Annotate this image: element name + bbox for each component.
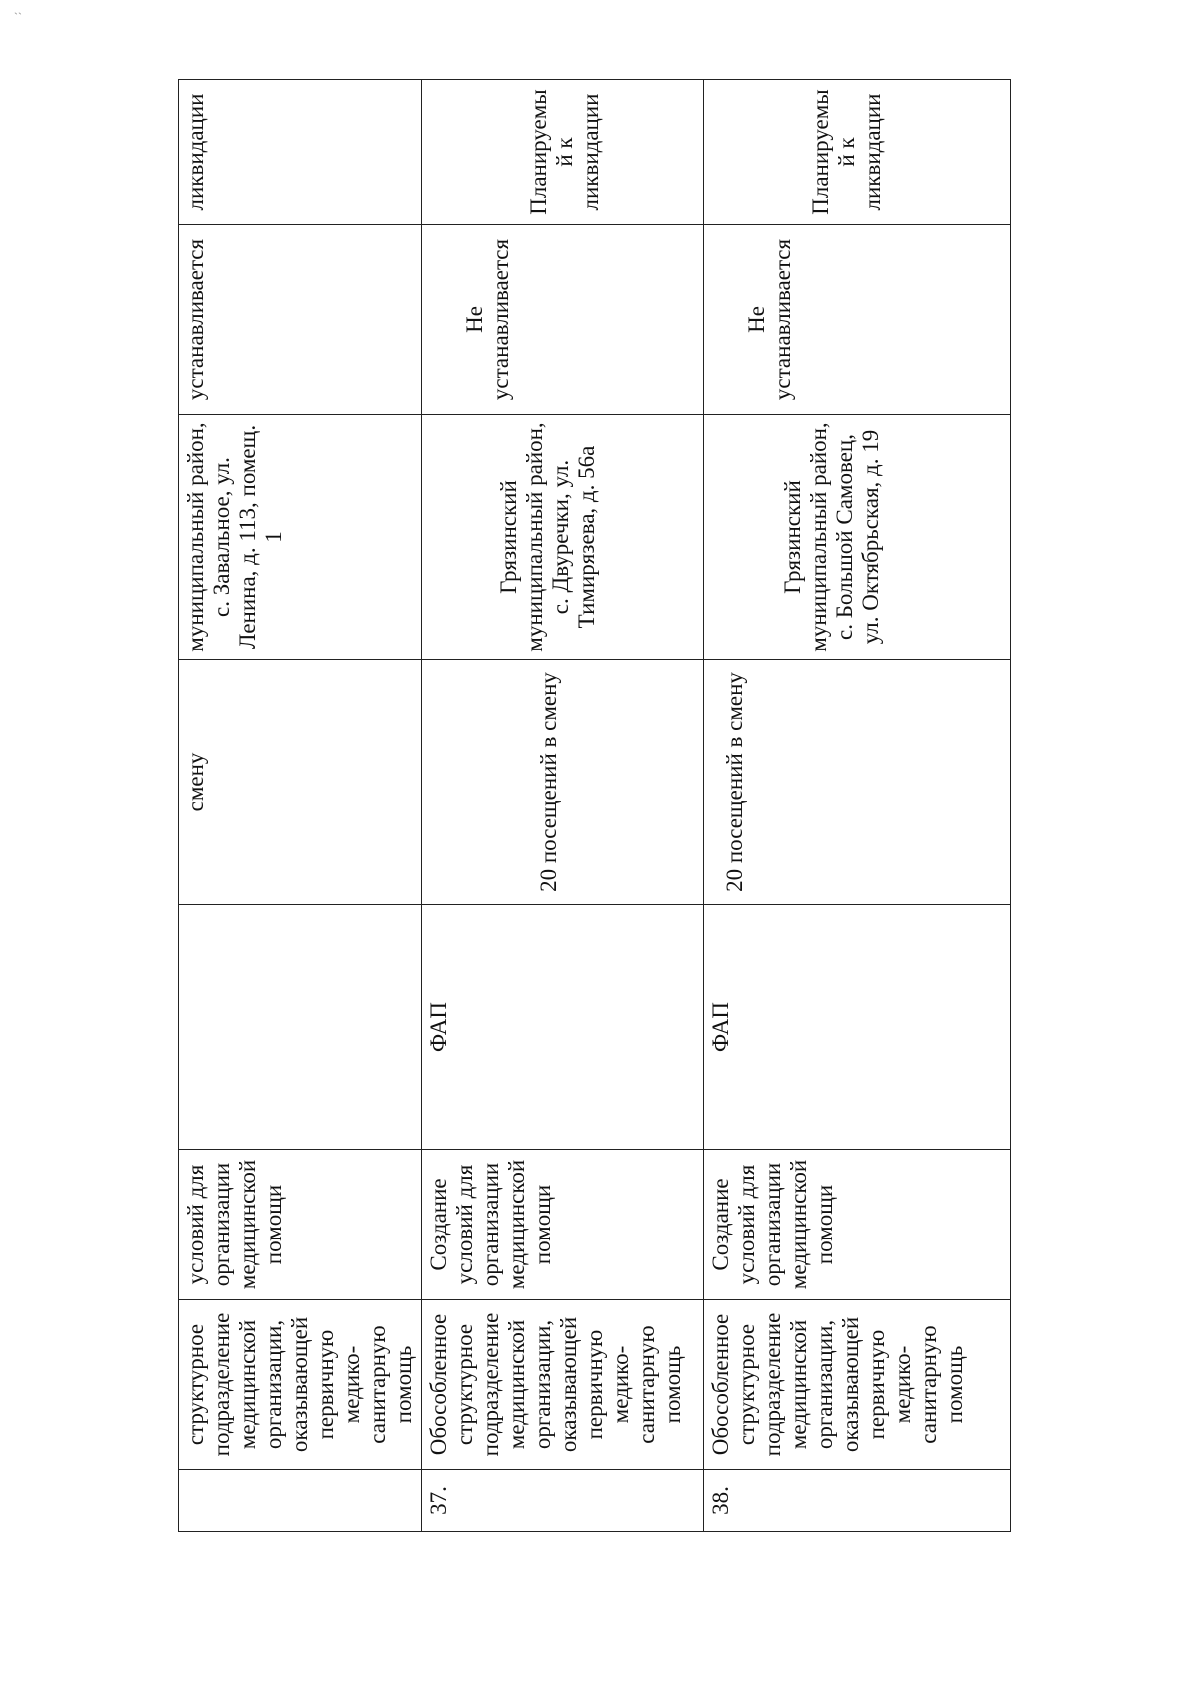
cell-status: Планируемый к ликвидации	[422, 80, 704, 225]
cell-capacity: 20 посещений в смену	[422, 660, 704, 905]
table-row	[704, 80, 1011, 1532]
cell-purpose: условий для организации медицинской помощи	[179, 1150, 422, 1300]
cell-schedule: Не устанавливается	[422, 225, 704, 415]
row-number: 38.	[704, 1470, 1011, 1532]
facilities-table	[178, 79, 1011, 1532]
cell-location: муниципальный район, с. Завальное, ул. Ленина, д. 113, помещ. 1	[179, 415, 422, 660]
table-row	[422, 80, 704, 1532]
cell-capacity: смену	[179, 660, 422, 905]
cell-purpose: Создание условий для организации медицинской помощи	[704, 1150, 1011, 1300]
cell-capacity: 20 посещений в смену	[704, 660, 1011, 905]
table-row	[179, 80, 422, 1532]
row-number	[179, 1470, 422, 1532]
cell-status: ликвидации	[179, 80, 422, 225]
cell-kind	[179, 905, 422, 1150]
cell-type: Обособленное структурное подразделение медицинской организации, оказывающей первичную медико-санитарную помощь	[704, 1300, 1011, 1470]
cell-location: Грязинский муниципальный район, с. Двуречки, ул. Тимирязева, д. 56а	[422, 415, 704, 660]
row-number: 37.	[422, 1470, 704, 1532]
cell-kind: ФАП	[422, 905, 704, 1150]
rotated-table-content	[178, 80, 993, 1532]
cell-status: Планируемый к ликвидации	[704, 80, 1011, 225]
cell-location: Грязинский муниципальный район, с. Большой Самовец, ул. Октябрьская, д. 19	[704, 415, 1011, 660]
cell-schedule: Не устанавливается	[704, 225, 1011, 415]
cell-purpose: Создание условий для организации медицинской помощи	[422, 1150, 704, 1300]
cell-kind: ФАП	[704, 905, 1011, 1150]
cell-schedule: устанавливается	[179, 225, 422, 415]
rotated-table-frame	[178, 80, 993, 1532]
cell-type: структурное подразделение медицинской организации, оказывающей первичную медико-санитарную помощь	[179, 1300, 422, 1470]
corner-mark: ``	[14, 10, 22, 24]
cell-type: Обособленное структурное подразделение медицинской организации, оказывающей первичную медико-санитарную помощь	[422, 1300, 704, 1470]
